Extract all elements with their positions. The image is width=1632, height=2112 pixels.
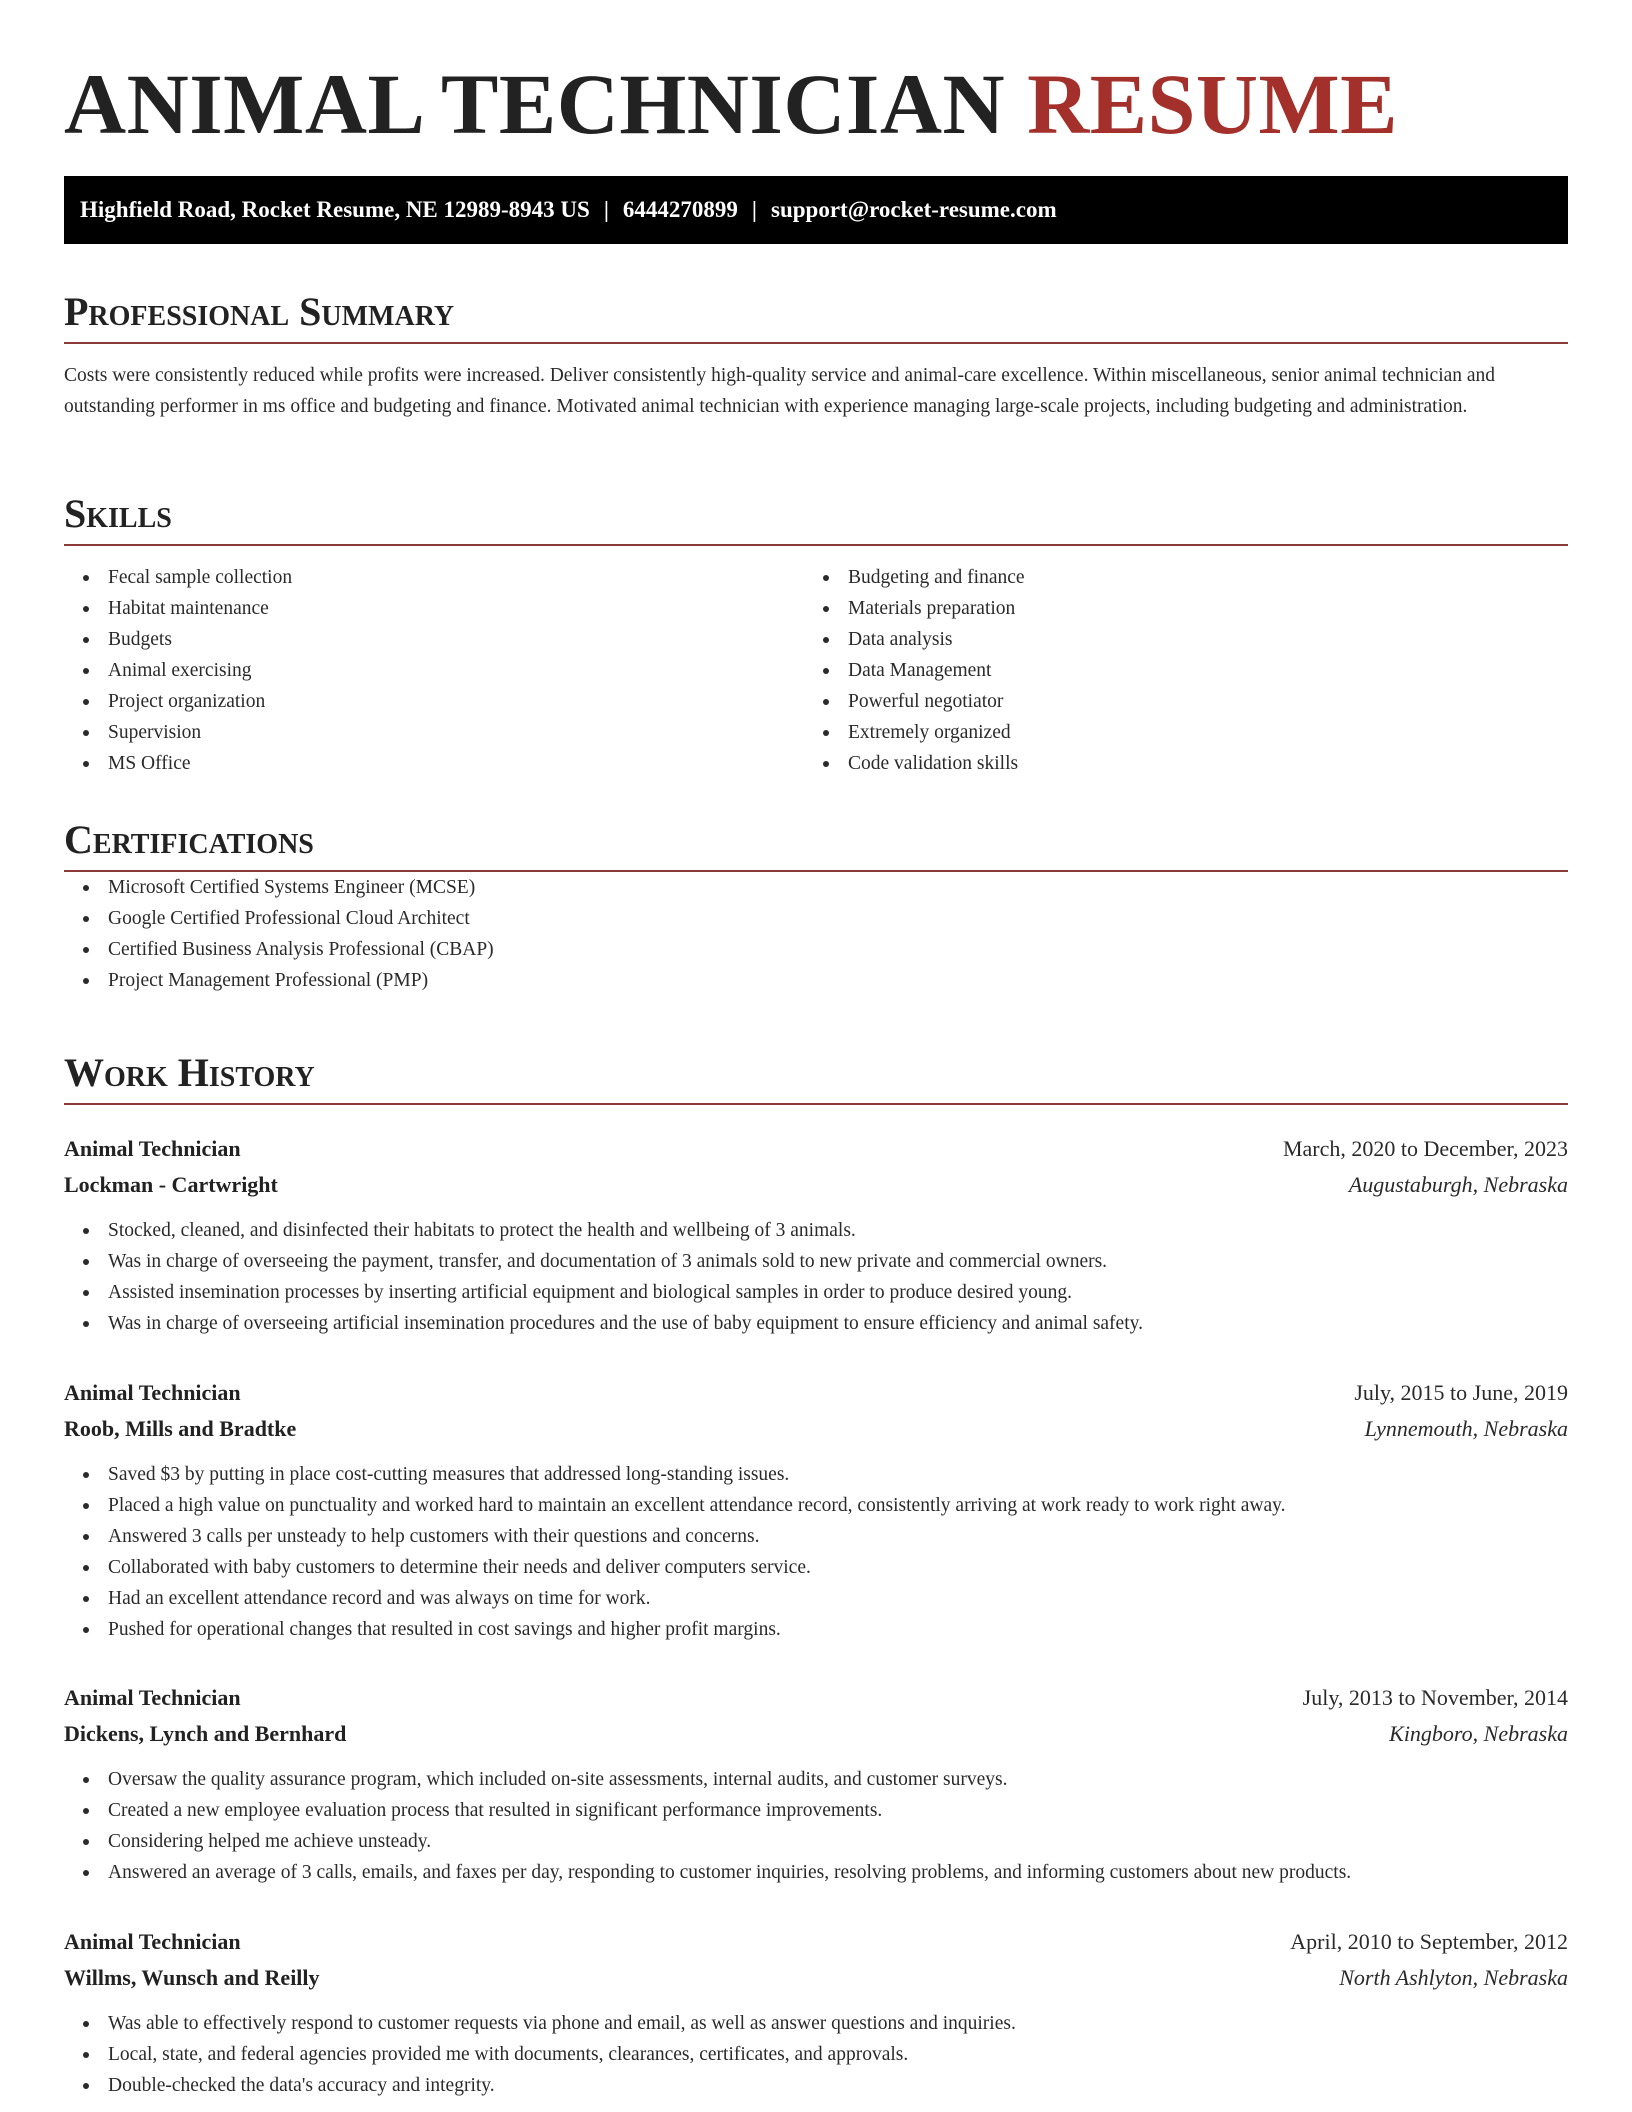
skill-item: Supervision [64,717,804,748]
job-row [64,1960,1568,1996]
certification-item: Google Certified Professional Cloud Architect [64,903,1568,934]
job-row [64,1680,1568,1716]
resume-title-accent: RESUME [1027,56,1399,152]
job-bullet: Answered 3 calls per unsteady to help customers with their questions and concerns. [64,1521,1568,1552]
job-entry [64,1680,1568,1888]
job-dates: March, 2020 to December, 2023 [1282,1136,1568,1161]
job-bullet: Collaborated with baby customers to determine their needs and deliver computers service. [64,1552,1568,1583]
job-row [64,1411,1568,1447]
contact-separator: | [603,197,609,222]
job-location: Augustaburgh, Nebraska [1348,1172,1568,1197]
skill-item: Code validation skills [804,748,1544,779]
job-row [64,1924,1568,1960]
skill-item: Fecal sample collection [64,562,804,593]
job-title: Animal Technician [64,1929,241,1954]
job-title: Animal Technician [64,1685,241,1710]
job-dates: July, 2013 to November, 2014 [1302,1685,1568,1710]
contact-separator: | [751,197,757,222]
job-company: Roob, Mills and Bradtke [64,1416,297,1441]
skills-section [64,484,1568,779]
certification-item: Microsoft Certified Systems Engineer (MCSE) [64,872,1568,903]
certifications-list [64,872,1568,996]
job-bullet: Pushed for operational changes that resulted in cost savings and higher profit margins. [64,1614,1568,1645]
contact-address: Highfield Road, Rocket Resume, NE 12989-8943 US [80,197,590,222]
job-bullet: Assisted insemination processes by inserting artificial equipment and biological samples in order to produce desired young. [64,1277,1568,1308]
job-bullet: Stocked, cleaned, and disinfected their habitats to protect the health and wellbeing of 3 animals. [64,1215,1568,1246]
job-row [64,1716,1568,1752]
skill-item: Habitat maintenance [64,593,804,624]
job-bullet: Saved $3 by putting in place cost-cutting measures that addressed long-standing issues. [64,1459,1568,1490]
contact-phone: 6444270899 [622,197,738,222]
skills-list-right [804,562,1544,779]
job-bullet: Oversaw the quality assurance program, which included on-site assessments, internal audits, and customer surveys. [64,1764,1568,1795]
job-bullet: Was in charge of overseeing the payment, transfer, and documentation of 3 animals sold to new private and commercial owners. [64,1246,1568,1277]
job-title: Animal Technician [64,1380,241,1405]
skill-item: Data analysis [804,624,1544,655]
skill-item: MS Office [64,748,804,779]
skills-heading: Skills [64,484,1568,546]
job-entry [64,1375,1568,1645]
work-history-section [64,1043,1568,1105]
job-entry [64,1131,1568,1339]
skill-item: Powerful negotiator [804,686,1544,717]
skills-columns [64,562,1568,779]
job-entry [64,1924,1568,2101]
job-bullets [64,2008,1568,2101]
job-row [64,1375,1568,1411]
work-history-heading: Work History [64,1043,1568,1105]
skills-list-left [64,562,804,779]
summary-text: Costs were consistently reduced while profits were increased. Deliver consistently high-quality service and animal-care excellence. Within miscellaneous, senior animal technician and outstanding performer in ms office and budgeting and finance. Motivated animal technician with experience managing large-scale projects, including budgeting and administration. [64,365,1496,417]
job-bullet: Had an excellent attendance record and was always on time for work. [64,1583,1568,1614]
certifications-section [64,810,1568,996]
job-bullet: Local, state, and federal agencies provided me with documents, clearances, certificates, and approvals. [64,2039,1568,2070]
job-row [64,1131,1568,1167]
skill-item: Materials preparation [804,593,1544,624]
job-location: North Ashlyton, Nebraska [1339,1965,1568,1990]
contact-bar [64,176,1568,244]
skill-item: Data Management [804,655,1544,686]
job-company: Willms, Wunsch and Reilly [64,1965,320,1990]
skill-item: Budgeting and finance [804,562,1544,593]
job-bullet: Created a new employee evaluation process that resulted in significant performance improvements. [64,1795,1568,1826]
skill-item: Project organization [64,686,804,717]
job-dates: April, 2010 to September, 2012 [1290,1929,1568,1954]
job-bullet: Double-checked the data's accuracy and integrity. [64,2070,1568,2101]
resume-title-main: ANIMAL TECHNICIAN [64,56,1006,152]
job-location: Lynnemouth, Nebraska [1364,1416,1568,1441]
certification-item: Project Management Professional (PMP) [64,965,1568,996]
job-dates: July, 2015 to June, 2019 [1354,1380,1568,1405]
job-bullets [64,1215,1568,1339]
skill-item: Extremely organized [804,717,1544,748]
certification-item: Certified Business Analysis Professional (CBAP) [64,934,1568,965]
contact-email: support@rocket-resume.com [771,197,1057,222]
job-bullet: Was able to effectively respond to customer requests via phone and email, as well as answer questions and inquiries. [64,2008,1568,2039]
job-location: Kingboro, Nebraska [1389,1721,1568,1746]
job-bullets [64,1764,1568,1888]
job-bullet: Placed a high value on punctuality and worked hard to maintain an excellent attendance record, consistently arriving at work ready to work right away. [64,1490,1568,1521]
summary-heading: Professional Summary [64,282,1568,344]
job-row [64,1167,1568,1203]
resume-title [64,56,1398,152]
job-title: Animal Technician [64,1136,241,1161]
summary-section [64,282,1568,422]
skill-item: Budgets [64,624,804,655]
job-company: Dickens, Lynch and Bernhard [64,1721,347,1746]
job-bullet: Considering helped me achieve unsteady. [64,1826,1568,1857]
skill-item: Animal exercising [64,655,804,686]
job-bullet: Was in charge of overseeing artificial insemination procedures and the use of baby equipment to ensure efficiency and animal safety. [64,1308,1568,1339]
job-bullets [64,1459,1568,1645]
job-company: Lockman - Cartwright [64,1172,278,1197]
job-bullet: Answered an average of 3 calls, emails, and faxes per day, responding to customer inquiries, resolving problems, and informing customers about new products. [64,1857,1568,1888]
certifications-heading: Certifications [64,810,1568,872]
